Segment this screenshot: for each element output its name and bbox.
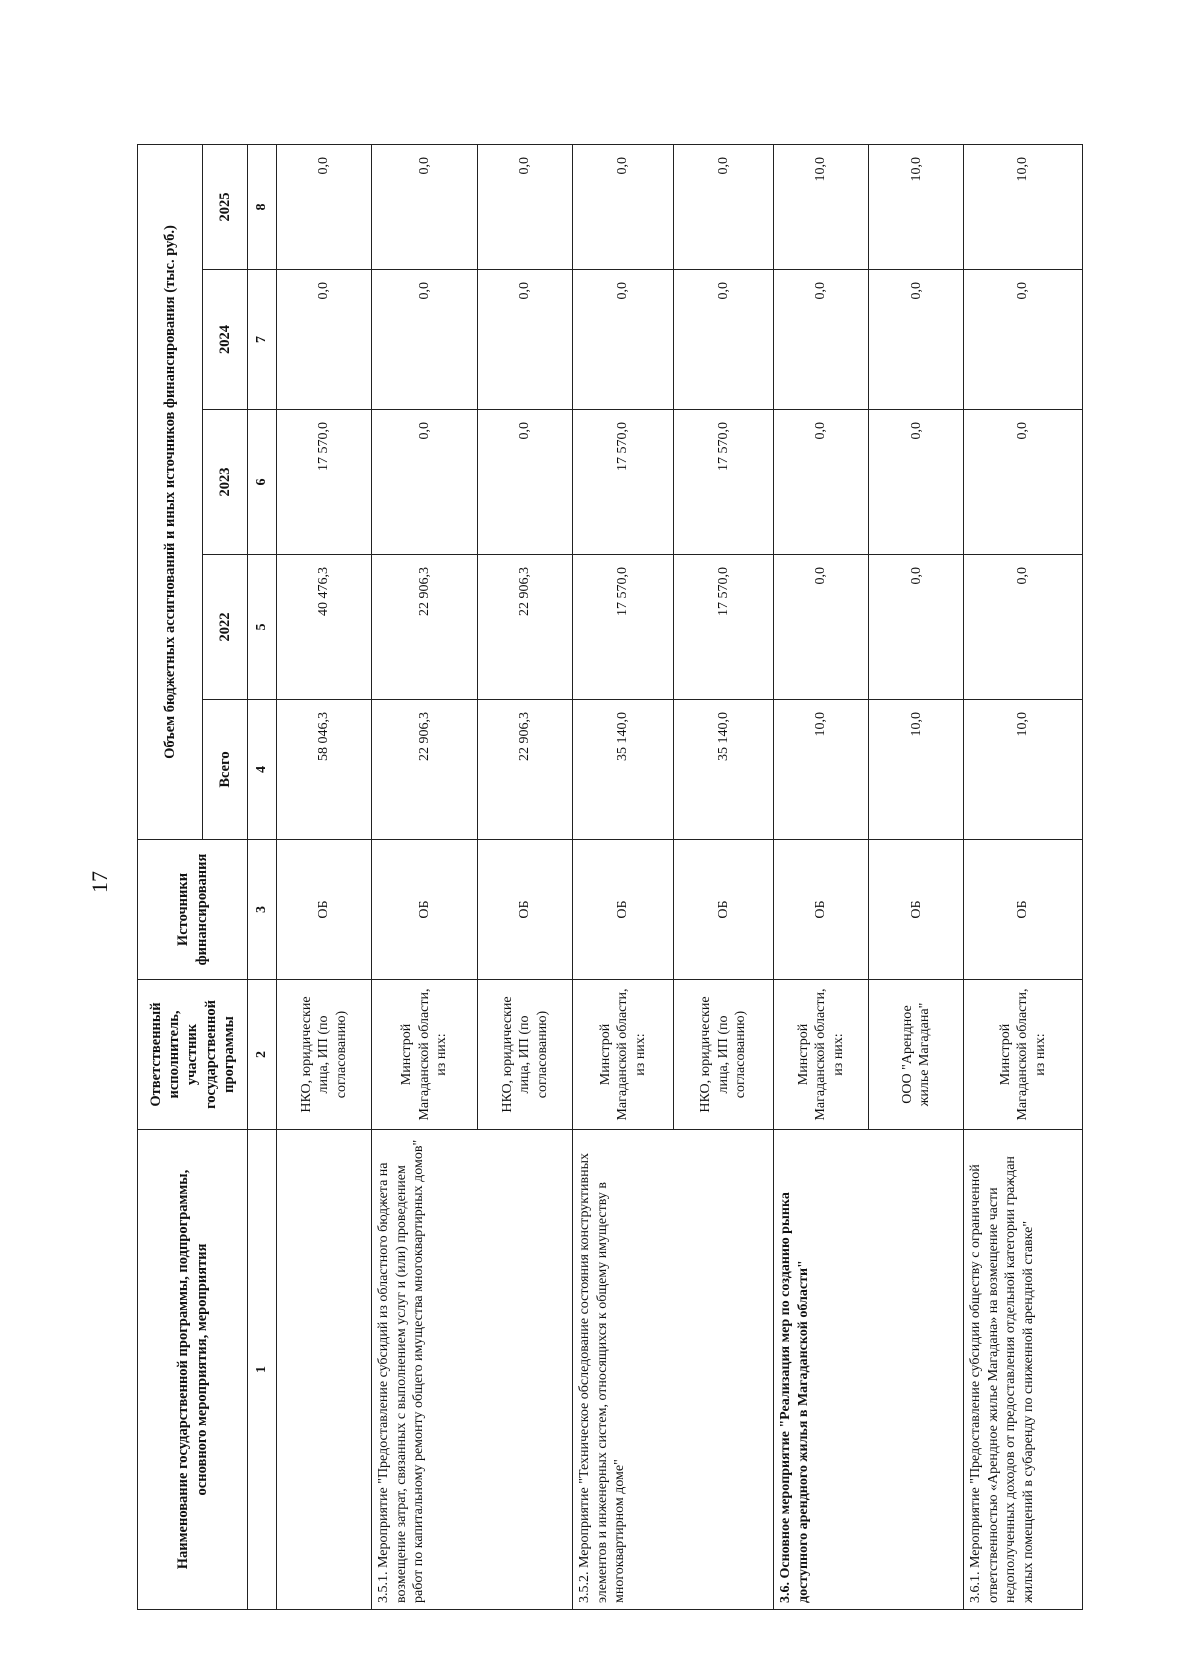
column-number: 6 bbox=[248, 410, 277, 555]
row-2024: 0,0 bbox=[573, 270, 673, 410]
row-2025: 0,0 bbox=[477, 145, 572, 270]
row-total: 10,0 bbox=[869, 700, 964, 840]
row-2023: 0,0 bbox=[869, 410, 964, 555]
row-name: 3.5.2. Мероприятие "Техническое обследование состояния конструктивных элементов и инженерных систем, относящихся к общему имуществу в многоквартирном доме" bbox=[573, 1130, 774, 1610]
column-number: 2 bbox=[248, 980, 277, 1130]
row-total: 10,0 bbox=[964, 700, 1083, 840]
row-2024: 0,0 bbox=[869, 270, 964, 410]
row-2025: 0,0 bbox=[673, 145, 773, 270]
table-row bbox=[964, 145, 1083, 1610]
row-source: ОБ bbox=[477, 840, 572, 980]
row-total: 22 906,3 bbox=[372, 700, 478, 840]
row-name bbox=[277, 1130, 372, 1610]
row-name: 3.6. Основное мероприятие "Реализация мер по созданию рынка доступного арендного жилья в Магаданской области" bbox=[774, 1130, 964, 1610]
row-2023: 0,0 bbox=[372, 410, 478, 555]
row-total: 10,0 bbox=[774, 700, 869, 840]
row-2023: 17 570,0 bbox=[673, 410, 773, 555]
row-2022: 17 570,0 bbox=[573, 555, 673, 700]
row-2024: 0,0 bbox=[277, 270, 372, 410]
row-source: ОБ bbox=[673, 840, 773, 980]
header-executor: Ответственный исполнитель, участник государственной программы bbox=[138, 980, 248, 1130]
row-executor: НКО, юридические лица, ИП (по согласованию) bbox=[477, 980, 572, 1130]
table-row bbox=[372, 145, 478, 1610]
table-row bbox=[774, 145, 869, 1610]
row-source: ОБ bbox=[277, 840, 372, 980]
row-2022: 22 906,3 bbox=[477, 555, 572, 700]
row-2022: 40 476,3 bbox=[277, 555, 372, 700]
row-2024: 0,0 bbox=[477, 270, 572, 410]
header-source: Источники финансирования bbox=[138, 840, 248, 980]
row-source: ОБ bbox=[372, 840, 478, 980]
column-number: 4 bbox=[248, 700, 277, 840]
row-executor: Минстрой Магаданской области, из них: bbox=[372, 980, 478, 1130]
row-2024: 0,0 bbox=[964, 270, 1083, 410]
row-executor: Минстрой Магаданской области, из них: bbox=[573, 980, 673, 1130]
row-2025: 10,0 bbox=[964, 145, 1083, 270]
row-2025: 0,0 bbox=[573, 145, 673, 270]
column-number: 3 bbox=[248, 840, 277, 980]
header-volume: Объем бюджетных ассигнований и иных источников финансирования (тыс. руб.) bbox=[138, 145, 203, 840]
row-2024: 0,0 bbox=[372, 270, 478, 410]
row-executor: Минстрой Магаданской области, из них: bbox=[774, 980, 869, 1130]
column-number: 5 bbox=[248, 555, 277, 700]
rotated-page bbox=[137, 145, 1083, 1610]
row-total: 22 906,3 bbox=[477, 700, 572, 840]
row-total: 35 140,0 bbox=[673, 700, 773, 840]
financing-table bbox=[137, 144, 1083, 1610]
row-executor: ООО "Арендное жилье Магадана" bbox=[869, 980, 964, 1130]
row-total: 35 140,0 bbox=[573, 700, 673, 840]
row-2025: 0,0 bbox=[277, 145, 372, 270]
table-row bbox=[277, 145, 372, 1610]
row-executor: НКО, юридические лица, ИП (по согласованию) bbox=[277, 980, 372, 1130]
row-2023: 17 570,0 bbox=[277, 410, 372, 555]
header-2022: 2022 bbox=[203, 555, 248, 700]
header-name: Наименование государственной программы, подпрограммы, основного мероприятия, мероприятия bbox=[138, 1130, 248, 1610]
row-2025: 10,0 bbox=[774, 145, 869, 270]
row-total: 58 046,3 bbox=[277, 700, 372, 840]
row-2023: 0,0 bbox=[964, 410, 1083, 555]
row-2025: 0,0 bbox=[372, 145, 478, 270]
row-2023: 17 570,0 bbox=[573, 410, 673, 555]
row-2025: 10,0 bbox=[869, 145, 964, 270]
row-2022: 22 906,3 bbox=[372, 555, 478, 700]
header-total: Всего bbox=[203, 700, 248, 840]
column-number: 7 bbox=[248, 270, 277, 410]
row-source: ОБ bbox=[774, 840, 869, 980]
row-2022: 17 570,0 bbox=[673, 555, 773, 700]
row-2024: 0,0 bbox=[673, 270, 773, 410]
row-2022: 0,0 bbox=[869, 555, 964, 700]
row-source: ОБ bbox=[573, 840, 673, 980]
row-name: 3.5.1. Мероприятие "Предоставление субсидий из областного бюджета на возмещение затрат, связанных с выполнением услуг и (или) проведением работ по капитальному ремонту общего имущества многоквартирных домов" bbox=[372, 1130, 573, 1610]
header-2024: 2024 bbox=[203, 270, 248, 410]
row-2023: 0,0 bbox=[774, 410, 869, 555]
row-2024: 0,0 bbox=[774, 270, 869, 410]
row-2022: 0,0 bbox=[774, 555, 869, 700]
header-2023: 2023 bbox=[203, 410, 248, 555]
header-2025: 2025 bbox=[203, 145, 248, 270]
row-2022: 0,0 bbox=[964, 555, 1083, 700]
row-2023: 0,0 bbox=[477, 410, 572, 555]
row-source: ОБ bbox=[964, 840, 1083, 980]
row-executor: Минстрой Магаданской области, из них: bbox=[964, 980, 1083, 1130]
row-name: 3.6.1. Мероприятие "Предоставление субсидии обществу с ограниченной ответственностью «Арендное жилье Магадана» на возмещение части недополученных доходов от предоставления отдельной категории граждан жилых помещений в субаренду по сниженной арендной ставке" bbox=[964, 1130, 1083, 1610]
column-number: 8 bbox=[248, 145, 277, 270]
row-executor: НКО, юридические лица, ИП (по согласованию) bbox=[673, 980, 773, 1130]
page-number: 17 bbox=[87, 871, 112, 893]
row-source: ОБ bbox=[869, 840, 964, 980]
column-number: 1 bbox=[248, 1130, 277, 1610]
table-row bbox=[573, 145, 673, 1610]
